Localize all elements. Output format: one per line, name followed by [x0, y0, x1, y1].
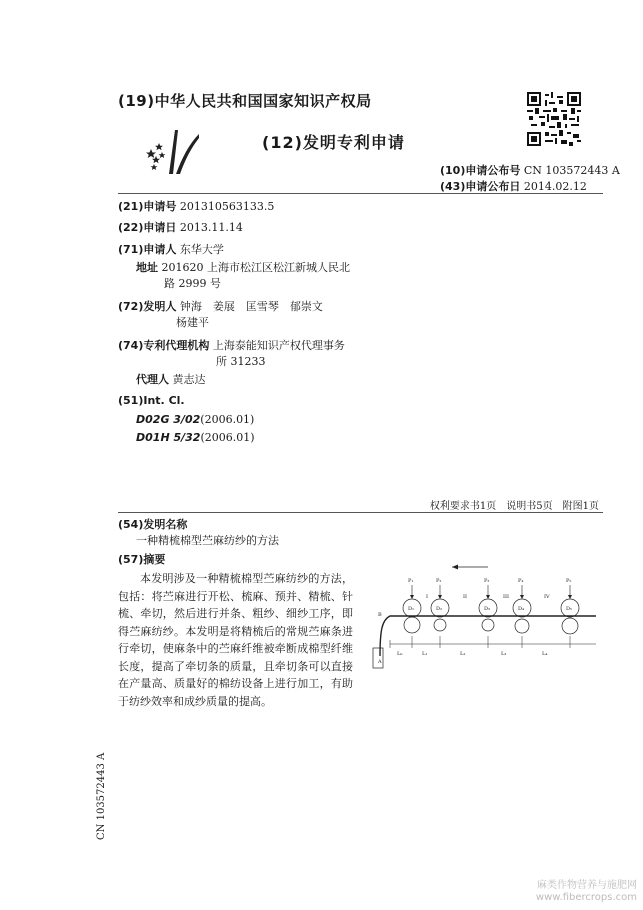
address-field [136, 260, 350, 275]
app-no-code: (21) [118, 200, 144, 213]
bottom-roller-2 [434, 619, 446, 631]
doc-type-code: (12) [262, 133, 303, 152]
roller-label-1: D₁ [408, 606, 415, 612]
applicant-label: 申请人 [143, 243, 177, 256]
b-label: B [378, 612, 382, 618]
classification-2 [136, 430, 255, 445]
watermark-line-2: www.fibercrops.com [535, 892, 637, 903]
app-date-label: 申请日 [143, 221, 177, 234]
agency-line-2: 所 31233 [216, 355, 266, 368]
force-label-4: P₄ [518, 578, 524, 584]
force-label-3: P₃ [484, 578, 490, 584]
inventors-line-1: 钟海 姜展 匡雪琴 郁崇文 [179, 300, 323, 313]
page-count-info: 权利要求书1页 说明书5页 附图1页 [429, 501, 599, 512]
bottom-roller-5 [562, 618, 578, 634]
applicant-value: 东华大学 [179, 243, 224, 256]
bottom-roller-4 [515, 619, 529, 633]
inventors-line-2: 杨建平 [176, 316, 209, 329]
force-label-1: P₁ [408, 578, 414, 584]
abstract-code: (57) [118, 553, 144, 566]
qr-code [527, 92, 581, 146]
publication-date-row [440, 178, 587, 194]
agent-field [136, 372, 206, 387]
agency-code: (74) [118, 339, 144, 352]
side-publication-code: CN 103572443 A [96, 752, 107, 840]
gap-label-0: L₀ [397, 651, 403, 657]
agency-label: 专利代理机构 [143, 339, 210, 352]
app-no-value: 201310563133.5 [179, 200, 275, 213]
title-code: (54) [118, 518, 144, 531]
gap-label-4: L₄ [542, 651, 548, 657]
cls1-code: D02G 3/02 [136, 413, 201, 426]
int-cl-field [118, 393, 185, 408]
application-date-field [118, 220, 243, 235]
bottom-roller-3 [482, 619, 494, 631]
document-type [262, 130, 405, 153]
force-label-2: P₂ [436, 578, 442, 584]
pub-date-value: 2014.02.12 [523, 180, 587, 193]
bottom-roller-1 [404, 617, 420, 633]
app-date-code: (22) [118, 221, 144, 234]
inventor-field [118, 299, 323, 314]
publication-number-row [440, 162, 620, 178]
roller-label-4: D₄ [518, 606, 525, 612]
address-line-2: 路 2999 号 [164, 277, 221, 290]
force-label-5: P₅ [566, 578, 572, 584]
zone-label-1: I [426, 594, 428, 600]
address-label: 地址 [136, 261, 158, 274]
doc-type-label: 发明专利申请 [302, 133, 405, 152]
applicant-field [118, 242, 224, 257]
pub-no-code: (10) [440, 164, 466, 177]
address-line-1: 201620 上海市松江区松江新城人民北 [161, 261, 350, 274]
patent-office-name [118, 90, 372, 111]
agent-label: 代理人 [136, 373, 169, 386]
invention-title-header [118, 517, 187, 532]
sipo-logo [145, 128, 200, 176]
invention-title: 一种精梳棉型苎麻纺纱的方法 [136, 534, 279, 547]
classification-1 [136, 412, 254, 427]
abstract-label: 摘要 [143, 553, 166, 566]
watermark-line-1: 麻类作物营养与施肥网 [537, 880, 637, 891]
pages-divider [118, 512, 603, 513]
inventor-code: (72) [118, 300, 144, 313]
sliver-can [373, 648, 383, 668]
drafting-diagram [370, 560, 605, 675]
int-cl-code: (51) [118, 394, 144, 407]
zone-label-2: II [463, 594, 467, 600]
title-label: 发明名称 [143, 518, 188, 531]
header-divider [118, 193, 603, 194]
pub-date-code: (43) [440, 180, 466, 193]
gap-label-2: L₂ [460, 651, 466, 657]
cls2-year: (2006.01) [200, 431, 255, 444]
application-number-field [118, 199, 274, 214]
office-code: (19) [118, 92, 155, 110]
inventor-label: 发明人 [143, 300, 177, 313]
agent-value: 黄志达 [172, 373, 206, 386]
app-no-label: 申请号 [143, 200, 177, 213]
roller-label-2: D₂ [436, 606, 443, 612]
int-cl-label: Int. Cl. [143, 394, 185, 407]
pub-no-value: CN 103572443 A [523, 164, 620, 177]
pub-date-label: 申请公布日 [465, 180, 521, 193]
roller-label-5: D₅ [566, 606, 573, 612]
can-label: A [378, 659, 382, 665]
roller-label-3: D₃ [484, 606, 491, 612]
agency-line-1: 上海泰能知识产权代理事务 [212, 339, 345, 352]
zone-label-3: III [503, 594, 509, 600]
cls1-year: (2006.01) [200, 413, 255, 426]
abstract-text: 本发明涉及一种精梳棉型苎麻纺纱的方法，包括：将苎麻进行开松、梳麻、预并、精梳、针梳、牵切，然后进行并条、粗纱、细纱工序，即得苎麻纺纱。本发明是将精梳后的常规苎麻条进行牵切，使麻条中的苎麻纤维被牵断成棉型纤维长度，提高了牵切条的质量，且牵切条可以直接在产量高、质量好的棉纺设备上进行加工，有助于纺纱效率和成纱质量的提高。 [118, 572, 353, 708]
zone-label-4: IV [544, 594, 550, 600]
watermark [536, 880, 637, 904]
agency-field [118, 338, 345, 353]
applicant-code: (71) [118, 243, 144, 256]
office-name: 中华人民共和国国家知识产权局 [154, 92, 372, 110]
cls2-code: D01H 5/32 [136, 431, 201, 444]
pub-no-label: 申请公布号 [465, 164, 521, 177]
direction-arrowhead [452, 565, 458, 570]
app-date-value: 2013.11.14 [179, 221, 243, 234]
gap-label-3: L₃ [501, 651, 507, 657]
abstract-header [118, 552, 165, 567]
gap-label-1: L₁ [422, 651, 428, 657]
